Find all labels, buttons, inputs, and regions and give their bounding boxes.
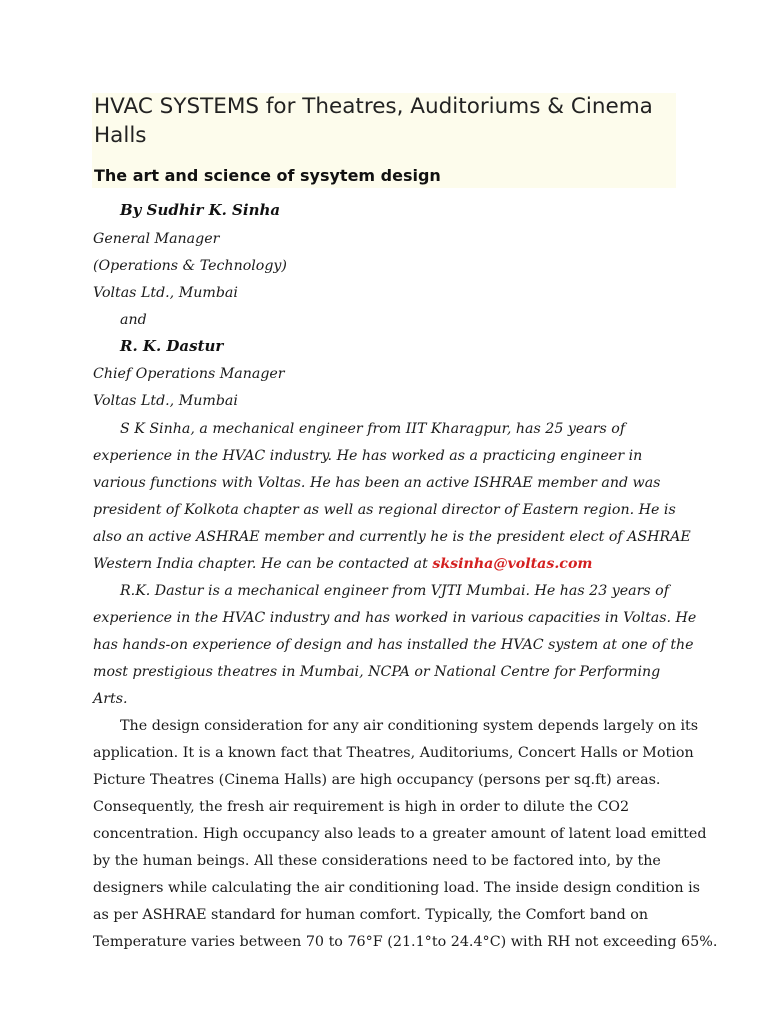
author-2-company: Voltas Ltd., Mumbai (93, 393, 238, 409)
author-1-dept: (Operations & Technology) (93, 258, 287, 274)
body-line: application. It is a known fact that Theatres, Auditoriums, Concert Halls or Motion (93, 745, 694, 761)
author-2-role: Chief Operations Manager (93, 366, 285, 382)
bio-1-line: president of Kolkota chapter as well as regional director of Eastern region. He is (93, 502, 676, 518)
author-1-role: General Manager (93, 231, 220, 247)
body-line: as per ASHRAE standard for human comfort. Typically, the Comfort band on (93, 907, 649, 923)
body-line: designers while calculating the air conditioning load. The inside design condition is (93, 880, 700, 896)
email-link[interactable]: sksinha@voltas.com (432, 556, 593, 572)
author-1-company: Voltas Ltd., Mumbai (93, 285, 238, 301)
bio-1-line: also an active ASHRAE member and currently he is the president elect of ASHRAE (93, 529, 691, 545)
bio-1-line: various functions with Voltas. He has been an active ISHRAE member and was (93, 475, 661, 491)
bio-2-line: R.K. Dastur is a mechanical engineer from VJTI Mumbai. He has 23 years of (120, 583, 669, 599)
bio-2-line: has hands-on experience of design and has installed the HVAC system at one of the (93, 637, 694, 653)
bio-1-line: S K Sinha, a mechanical engineer from IIT Kharagpur, has 25 years of (120, 421, 626, 437)
page-subtitle: The art and science of sysytem design (94, 166, 441, 185)
body-line: Temperature varies between 70 to 76°F (21.1°to 24.4°C) with RH not exceeding 65%. (93, 934, 718, 950)
author-connector: and (120, 312, 147, 328)
bio-1-line: Western India chapter. He can be contacted at (93, 556, 433, 572)
bio-2-line: most prestigious theatres in Mumbai, NCPA or National Centre for Performing (93, 664, 661, 680)
page-title: HVAC SYSTEMS for Theatres, Auditoriums & Cinema Halls (94, 94, 653, 148)
bio-1-last-line (93, 554, 592, 574)
bio-1-line: experience in the HVAC industry. He has worked as a practicing engineer in (93, 448, 643, 464)
body-line: Picture Theatres (Cinema Halls) are high occupancy (persons per sq.ft) areas. (93, 772, 661, 788)
body-line: The design consideration for any air conditioning system depends largely on its (120, 718, 699, 734)
body-line: Consequently, the fresh air requirement is high in order to dilute the CO2 (93, 799, 630, 815)
body-line: concentration. High occupancy also leads to a greater amount of latent load emitted (93, 826, 707, 842)
author-2-name: R. K. Dastur (120, 337, 224, 355)
body-line: by the human beings. All these considerations need to be factored into, by the (93, 853, 661, 869)
author-1-name: By Sudhir K. Sinha (120, 201, 281, 219)
bio-2-line: experience in the HVAC industry and has worked in various capacities in Voltas. He (93, 610, 697, 626)
bio-2-line: Arts. (93, 691, 128, 707)
